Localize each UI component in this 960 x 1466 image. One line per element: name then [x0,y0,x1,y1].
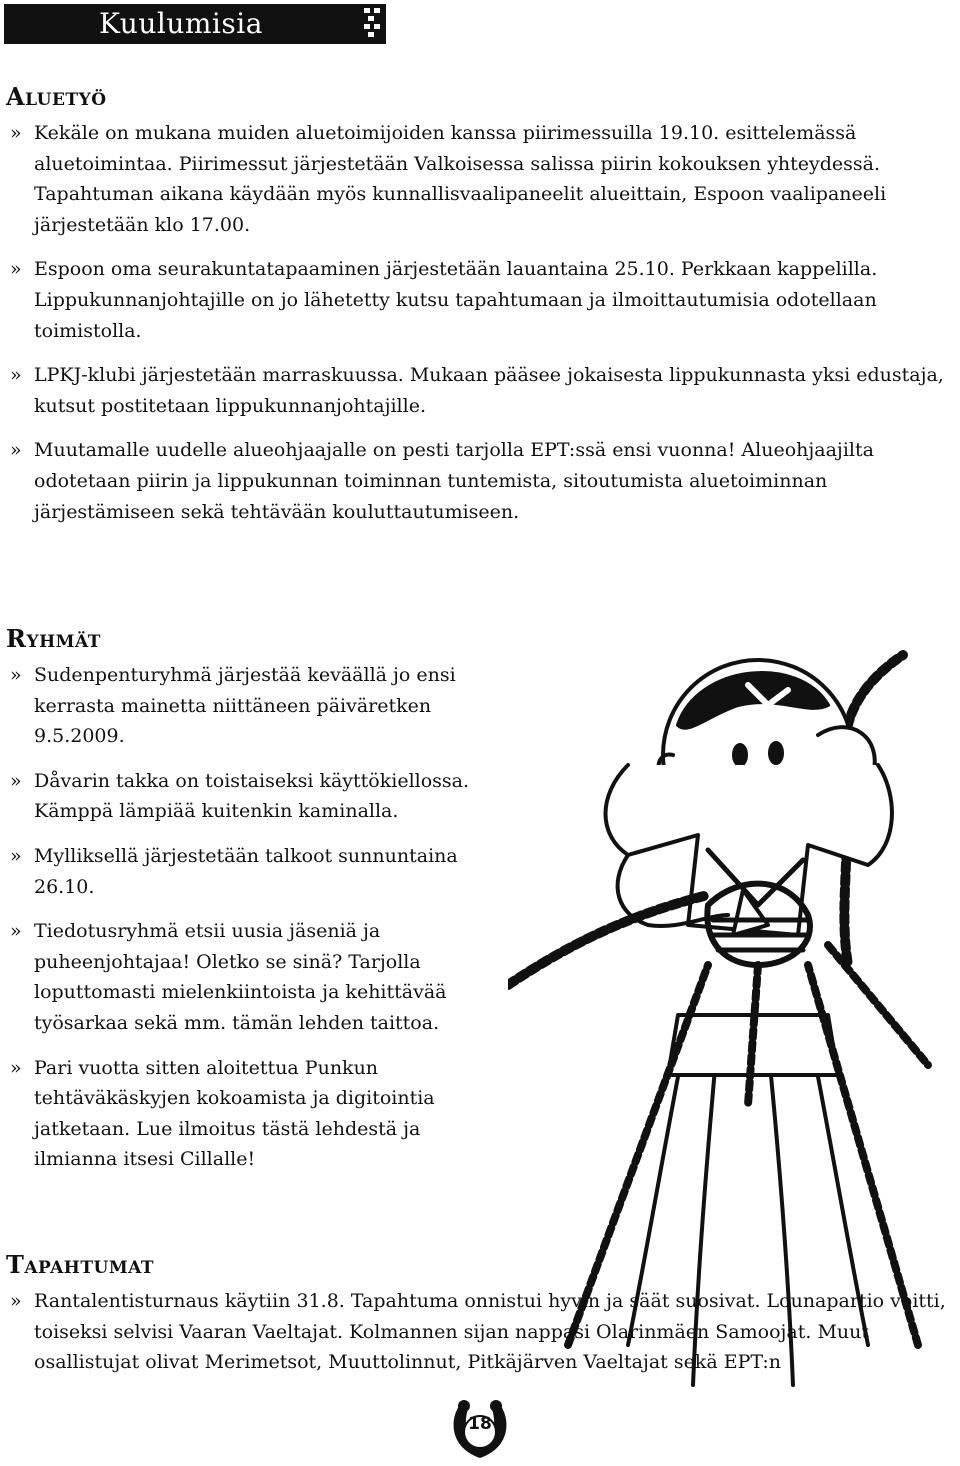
item-text: Mylliksellä järjestetään talkoot sunnuntaina 26.10. [34,844,458,898]
section-ryhmat [6,624,500,1189]
bullet: » [10,664,22,686]
bullet: » [10,844,22,867]
header-bar [4,4,386,44]
bullet: » [10,920,22,943]
item-text: Sudenpenturyhmä järjestää keväällä jo ensi kerrasta mainetta niittäneen päiväretken 9.5.2009. [34,664,456,748]
item-text: Tiedotusryhmä etsii uusia jäseniä ja puheenjohtajaa! Oletko se sinä? Tarjolla loputtomasti mielenkiintoista ja kehittävää työsarkaa sekä mm. tämän lehden taittoa. [34,920,447,1034]
page-number-badge [445,1392,515,1462]
bullet: » [10,1290,22,1312]
item-text: LPKJ-klubi järjestetään marraskuussa. Mukaan pääsee jokaisesta lippukunnasta yksi edustaja, kutsut postitetaan lippukunnanjohtajille. [34,364,944,417]
list-item [6,118,946,240]
section-heading: Ryhmät [6,624,101,653]
bullet: » [10,364,22,387]
list-item [6,1053,500,1175]
list-item [6,841,500,902]
bullet: » [10,122,22,144]
item-text: Muutamalle uudelle alueohjaajalle on pesti tarjolla EPT:ssä ensi vuonna! Alueohjaajilta odotetaan piirin ja lippukunnan toiminnan tuntemista, sitoutumista aluetoiminnan järjestämiseen sekä tehtävään kouluttautumiseen. [34,439,874,523]
bullet: » [10,1056,22,1079]
item-text: Kekäle on mukana muiden aluetoimijoiden kanssa piirimessuilla 19.10. esittelemässä aluetoimintaa. Piirimessut järjestetään Valkoisessa salissa piirin kokouksen yhteydessä. Tapahtuman aikana käydään myös kunnallisvaalipaneelit alueittain, Espoon vaalipaneeli järjestetään klo 17.00. [34,122,887,236]
list-item [6,435,946,527]
list-item [6,660,500,752]
section-tapahtumat [6,1250,946,1392]
page-number: 18 [468,1414,492,1434]
item-text: Rantalentisturnaus käytiin 31.8. Tapahtuma onnistui hyvin ja säät suosivat. Lounapartio voitti, toiseksi selvisi Vaaran Vaeltajat. Kolmannen sijan nappasi Olarinmäen Samoojat. Muut osallistujat olivat Merimetsot, Muuttolinnut, Pitkäjärven Vaeltajat sekä EPT:n [34,1290,946,1374]
page-title: Kuulumisia [99,7,263,40]
header-ornament-icon [358,4,388,42]
section-heading: Aluetyö [6,82,107,111]
section-heading: Tapahtumat [6,1250,155,1279]
item-text: Dåvarin takka on toistaiseksi käyttökiellossa. Kämppä lämpiää kuitenkin kaminalla. [34,769,470,823]
item-text: Espoon oma seurakuntatapaaminen järjestetään lauantaina 25.10. Perkkaan kappelilla. Lippukunnanjohtajille on jo lähetetty kutsu tapahtumaan ja ilmoittautumisia odotellaan toimistolla. [34,258,878,342]
list-item [6,360,946,421]
section-aluetyo [6,82,946,541]
bullet: » [10,439,22,462]
list-item [6,766,500,827]
list-item [6,916,500,1038]
bullet: » [10,769,22,792]
item-text: Pari vuotta sitten aloitettua Punkun tehtäväkäskyjen kokoamista ja digitointia jatketaan. Lue ilmoitus tästä lehdestä ja ilmianna itsesi Cillalle! [34,1056,435,1171]
bullet: » [10,258,22,281]
list-item [6,1286,946,1378]
list-item [6,254,946,346]
